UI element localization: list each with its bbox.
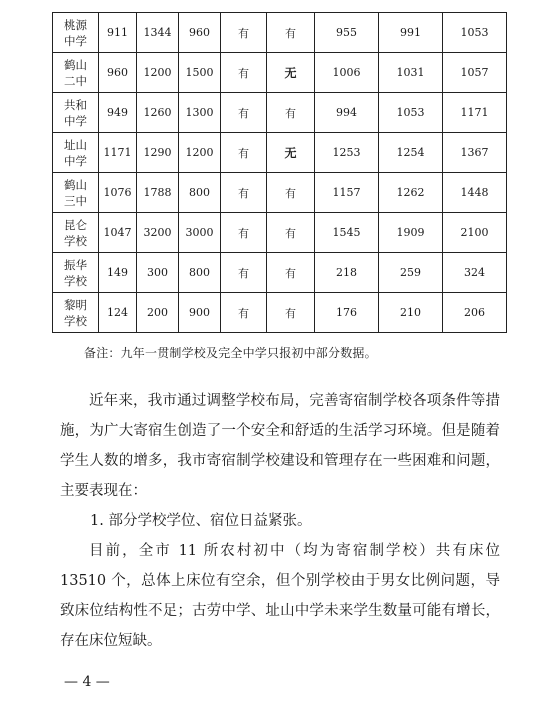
table-cell: 1047	[99, 213, 137, 253]
table-cell: 960	[179, 13, 221, 53]
table-cell: 有	[221, 213, 267, 253]
table-cell: 1500	[179, 53, 221, 93]
table-cell: 1157	[315, 173, 379, 213]
table-cell: 949	[99, 93, 137, 133]
table-row	[53, 133, 507, 173]
page-number: — 4 —	[64, 674, 110, 690]
paragraph-2: 目前，全市 11 所农村初中（均为寄宿制学校）共有床位 13510 个，总体上床位有空余，但个别学校由于男女比例问题，导致床位结构性不足；古劳中学、址山中学未来学生数量可能有增长，存在床位短缺。	[60, 543, 500, 649]
table-cell: 2100	[443, 213, 507, 253]
school-name-part: 中学	[64, 33, 87, 48]
table-cell: 1448	[443, 173, 507, 213]
school-name-cell	[53, 173, 99, 213]
table-cell: 有	[221, 133, 267, 173]
table-cell: 200	[137, 293, 179, 333]
table-cell: 1290	[137, 133, 179, 173]
school-name-part: 中学	[64, 113, 87, 128]
table-cell: 911	[99, 13, 137, 53]
school-name-part: 学校	[64, 313, 87, 328]
school-name-part: 学校	[64, 273, 87, 288]
table-cell: 1344	[137, 13, 179, 53]
table-cell: 800	[179, 253, 221, 293]
table-cell: 无	[267, 133, 315, 173]
table-cell: 1545	[315, 213, 379, 253]
table-cell: 300	[137, 253, 179, 293]
table-cell: 1031	[379, 53, 443, 93]
table-row	[53, 93, 507, 133]
table-cell: 有	[267, 173, 315, 213]
table-cell: 无	[267, 53, 315, 93]
table-body	[53, 13, 507, 333]
table-cell: 1200	[179, 133, 221, 173]
table-cell: 218	[315, 253, 379, 293]
school-name-part: 三中	[64, 193, 87, 208]
table-cell: 324	[443, 253, 507, 293]
table-row	[53, 173, 507, 213]
table-cell: 有	[221, 293, 267, 333]
table-cell: 1171	[443, 93, 507, 133]
table-cell: 1053	[443, 13, 507, 53]
school-name-part: 鹤山	[64, 57, 87, 72]
table-row	[53, 13, 507, 53]
school-name-cell	[53, 53, 99, 93]
school-name-part: 鹤山	[64, 177, 87, 192]
school-data-table	[52, 12, 507, 333]
school-name-part: 昆仑	[64, 217, 87, 232]
table-cell: 1254	[379, 133, 443, 173]
table-cell: 1171	[99, 133, 137, 173]
table-cell: 176	[315, 293, 379, 333]
school-name-part: 共和	[64, 97, 87, 112]
table-cell: 210	[379, 293, 443, 333]
school-name-part: 黎明	[64, 297, 87, 312]
table-cell: 1788	[137, 173, 179, 213]
table-cell: 3200	[137, 213, 179, 253]
school-name-cell	[53, 213, 99, 253]
table-cell: 206	[443, 293, 507, 333]
table-cell: 1253	[315, 133, 379, 173]
table-cell: 有	[221, 93, 267, 133]
school-name-part: 桃源	[64, 17, 87, 32]
school-name-part: 学校	[64, 233, 87, 248]
table-cell: 有	[267, 93, 315, 133]
table-cell: 有	[267, 253, 315, 293]
school-name-cell	[53, 133, 99, 173]
table-cell: 有	[221, 13, 267, 53]
table-cell: 有	[221, 53, 267, 93]
table-cell: 960	[99, 53, 137, 93]
table-cell: 900	[179, 293, 221, 333]
table-cell: 1200	[137, 53, 179, 93]
table-cell: 1053	[379, 93, 443, 133]
table-cell: 800	[179, 173, 221, 213]
table-cell: 有	[221, 173, 267, 213]
table-row	[53, 213, 507, 253]
school-name-part: 二中	[64, 73, 87, 88]
table-row	[53, 53, 507, 93]
table-cell: 有	[267, 213, 315, 253]
table-cell: 991	[379, 13, 443, 53]
table-cell: 1260	[137, 93, 179, 133]
table-row	[53, 253, 507, 293]
table-cell: 3000	[179, 213, 221, 253]
table-cell: 1006	[315, 53, 379, 93]
school-name-cell	[53, 253, 99, 293]
table-cell: 149	[99, 253, 137, 293]
table-cell: 1076	[99, 173, 137, 213]
table-cell: 124	[99, 293, 137, 333]
school-name-part: 中学	[64, 153, 87, 168]
table-cell: 1300	[179, 93, 221, 133]
school-name-cell	[53, 93, 99, 133]
table-cell: 994	[315, 93, 379, 133]
table-row	[53, 293, 507, 333]
school-name-part: 址山	[64, 137, 87, 152]
table-cell: 1909	[379, 213, 443, 253]
table-cell: 259	[379, 253, 443, 293]
school-name-cell	[53, 13, 99, 53]
table-cell: 有	[267, 293, 315, 333]
school-name-part: 振华	[64, 257, 87, 272]
table-cell: 1262	[379, 173, 443, 213]
table-cell: 有	[267, 13, 315, 53]
paragraph-1: 近年来，我市通过调整学校布局，完善寄宿制学校各项条件等措施，为广大寄宿生创造了一个安全和舒适的生活学习环境。但是随着学生人数的增多，我市寄宿制学校建设和管理存在一些困难和问题，主要表现在：	[60, 393, 500, 499]
table-cell: 1367	[443, 133, 507, 173]
list-item-1: 1. 部分学校学位、宿位日益紧张。	[90, 513, 312, 529]
table-note: 备注：九年一贯制学校及完全中学只报初中部分数据。	[84, 346, 377, 360]
table-cell: 有	[221, 253, 267, 293]
school-name-cell	[53, 293, 99, 333]
table-cell: 955	[315, 13, 379, 53]
table-cell: 1057	[443, 53, 507, 93]
